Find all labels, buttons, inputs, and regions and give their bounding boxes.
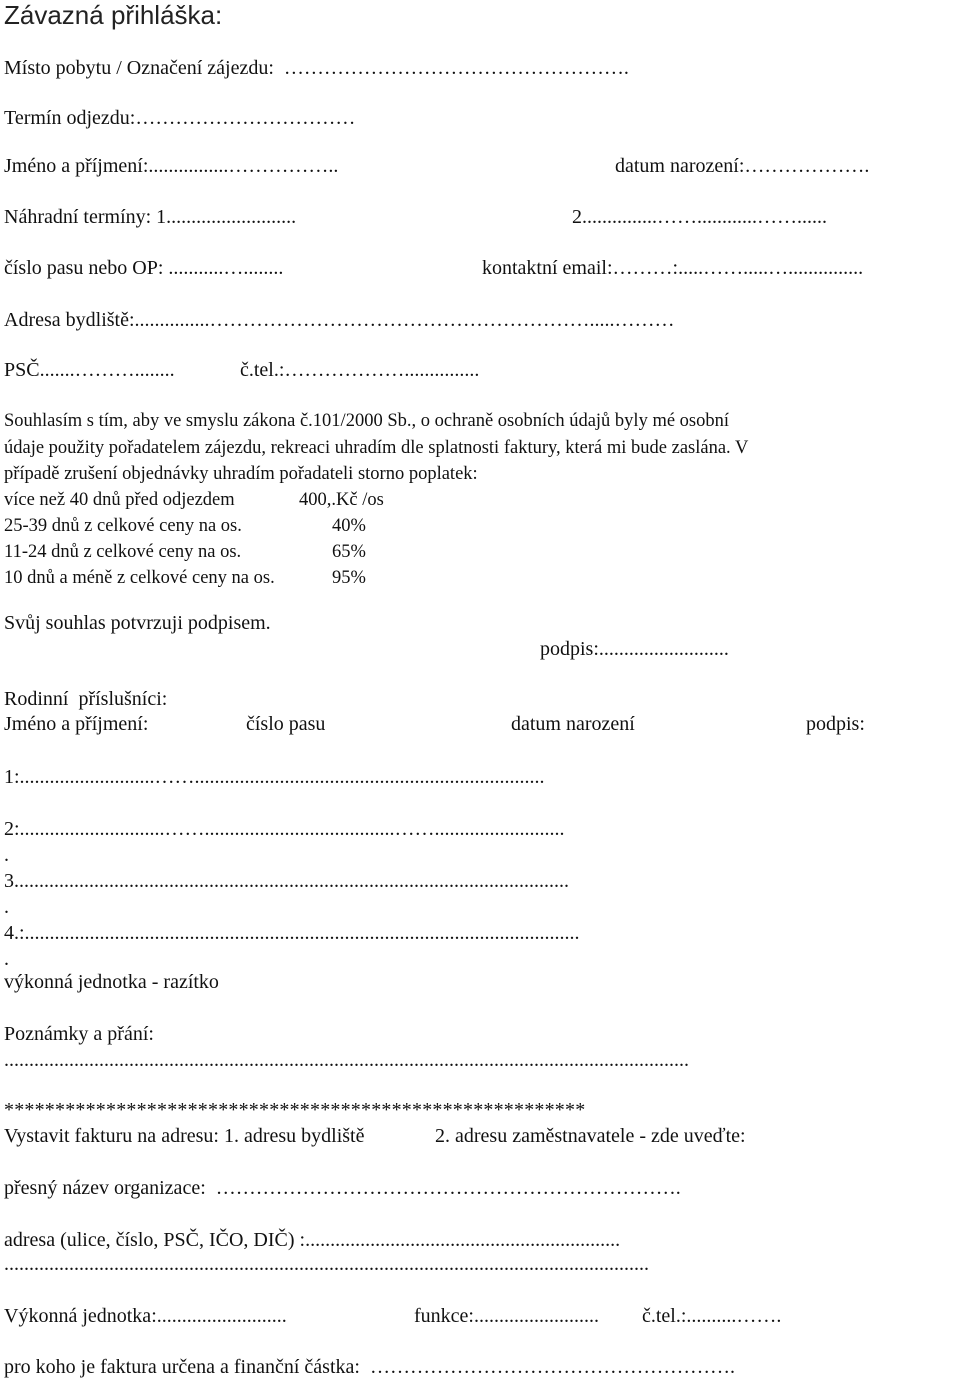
signature-field[interactable]: podpis:.......................... xyxy=(540,638,729,660)
separator-stars: ********************************************************* xyxy=(4,1099,586,1121)
field-cislo-pasu[interactable]: číslo pasu nebo OP: ...........…........ xyxy=(4,257,284,279)
page-title: Závazná přihláška: xyxy=(4,0,223,30)
family-row-3-continuation: . xyxy=(4,896,9,918)
invoice-recipient-field[interactable]: pro koho je faktura určena a finanční částka: ………………………………………………. xyxy=(4,1356,735,1378)
storno-label-3: 11-24 dnů z celkové ceny na os. xyxy=(4,542,242,562)
field-jmeno-prijmeni[interactable]: Jméno a příjmení:................…………….. xyxy=(4,155,339,177)
field-psc[interactable]: PSČ.......………........ xyxy=(4,359,175,381)
family-row-4-continuation: . xyxy=(4,948,9,970)
function-field[interactable]: funkce:......................... xyxy=(414,1305,599,1327)
invoice-option-employer: 2. adresu zaměstnavatele - zde uveďte: xyxy=(435,1125,746,1147)
family-row-3[interactable]: 3............................................................................................................... xyxy=(4,870,569,892)
storno-label-4: 10 dnů a méně z celkové ceny na os. xyxy=(4,568,275,588)
storno-value-2: 40% xyxy=(332,516,366,536)
organization-address-field[interactable]: adresa (ulice, číslo, PSČ, IČO, DIČ) :............................................................... xyxy=(4,1229,621,1251)
field-adresa-bydliste[interactable]: Adresa bydliště:...............………………………………………………….....……… xyxy=(4,309,675,331)
storno-value-1: 400,.Kč /os xyxy=(299,490,384,510)
family-column-signature: podpis: xyxy=(806,713,865,735)
family-column-name: Jméno a příjmení: xyxy=(4,713,149,735)
family-column-birthdate: datum narození xyxy=(511,713,635,735)
family-column-passport: číslo pasu xyxy=(246,713,326,735)
family-row-4[interactable]: 4.:............................................................................................................... xyxy=(4,922,580,944)
storno-label-1: více než 40 dnů před odjezdem xyxy=(4,490,235,510)
field-misto-pobytu[interactable]: Místo pobytu / Označení zájezdu: ……………………………………………. xyxy=(4,57,629,79)
field-nahradni-termin-2[interactable]: 2...............……............……...... xyxy=(572,206,827,228)
invoice-address-label: Vystavit fakturu na adresu: 1. adresu bydliště xyxy=(4,1125,365,1147)
notes-label: Poznámky a přání: xyxy=(4,1023,154,1045)
consent-text-line-2: údaje použity pořadatelem zájezdu, rekreaci uhradím dle splatnosti faktury, která mi bude zaslána. V xyxy=(4,438,749,458)
field-nahradni-termin-1[interactable]: Náhradní termíny: 1.......................... xyxy=(4,206,297,228)
notes-field[interactable]: ......................................................................................................................................... xyxy=(4,1049,689,1071)
family-row-1[interactable]: 1:...........................……...................................................................... xyxy=(4,766,545,788)
consent-text-line-3: případě zrušení objednávky uhradím pořadateli storno poplatek: xyxy=(4,464,478,484)
family-heading: Rodinní příslušníci: xyxy=(4,688,168,710)
storno-value-4: 95% xyxy=(332,568,366,588)
field-telefon[interactable]: č.tel.:………………............... xyxy=(240,359,480,381)
storno-label-2: 25-39 dnů z celkové ceny na os. xyxy=(4,516,242,536)
family-row-2[interactable]: 2:.............................……......................................…….......................... xyxy=(4,818,565,840)
confirm-text: Svůj souhlas potvrzuji podpisem. xyxy=(4,612,271,634)
storno-value-3: 65% xyxy=(332,542,366,562)
family-row-2-continuation: . xyxy=(4,844,9,866)
executive-unit-field[interactable]: Výkonná jednotka:.......................... xyxy=(4,1305,287,1327)
field-datum-narozeni[interactable]: datum narození:………………. xyxy=(615,155,870,177)
stamp-label: výkonná jednotka - razítko xyxy=(4,971,219,993)
organization-address-line-2[interactable]: ................................................................................................................................. xyxy=(4,1253,649,1275)
invoice-telephone-field[interactable]: č.tel.:..........……. xyxy=(642,1305,782,1327)
consent-text-line-1: Souhlasím s tím, aby ve smyslu zákona č.101/2000 Sb., o ochraně osobních údajů byly mé osobní xyxy=(4,411,730,431)
field-kontaktni-email[interactable]: kontaktní email:………:.....…….....…............... xyxy=(482,257,864,279)
field-termin-odjezdu[interactable]: Termín odjezdu:…………………………… xyxy=(4,107,356,129)
organization-name-field[interactable]: přesný název organizace: ……………………………………………………………. xyxy=(4,1177,681,1199)
